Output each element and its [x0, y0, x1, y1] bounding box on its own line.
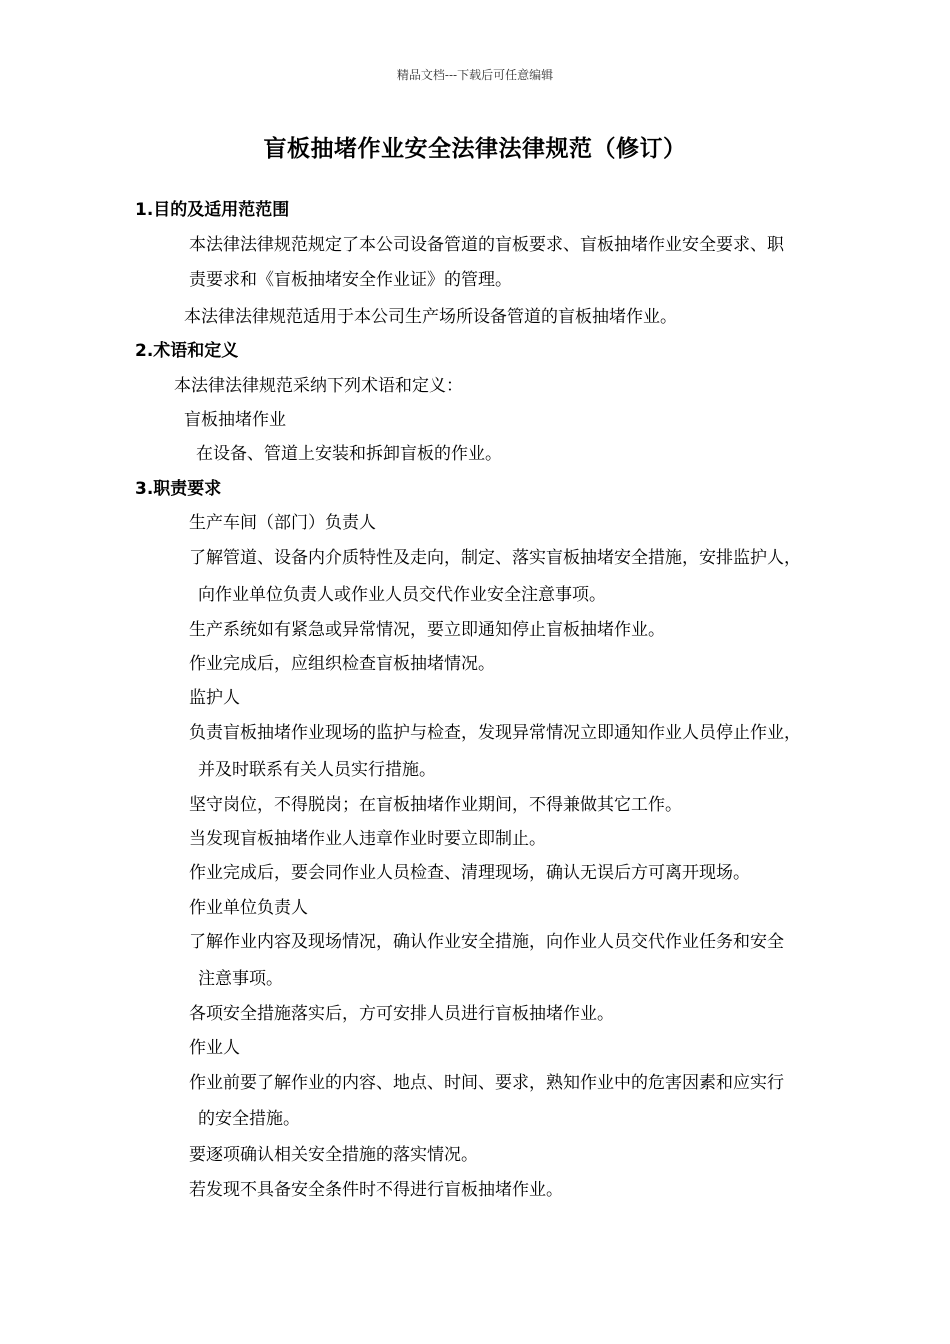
workshop-duty-2: 生产系统如有紧急或异常情况，要立即通知停止盲板抽堵作业。	[189, 620, 665, 640]
section-1-paragraph-2: 本法律法律规范适用于本公司生产场所设备管道的盲板抽堵作业。	[184, 307, 677, 327]
section-2-heading: 2.术语和定义	[135, 341, 239, 361]
section-1-heading: 1.目的及适用范范围	[135, 200, 290, 220]
worker-title: 作业人	[189, 1038, 240, 1058]
workshop-duty-3: 作业完成后，应组织检查盲板抽堵情况。	[189, 654, 495, 674]
guardian-duty-4: 作业完成后，要会同作业人员检查、清理现场，确认无误后方可离开现场。	[189, 863, 750, 883]
section-2-term: 盲板抽堵作业	[184, 410, 286, 430]
workshop-duty-1-line-2: 向作业单位负责人或作业人员交代作业安全注意事项。	[198, 585, 606, 605]
worker-duty-1-line-2: 的安全措施。	[198, 1109, 300, 1129]
unit-duty-2: 各项安全措施落实后，方可安排人员进行盲板抽堵作业。	[189, 1004, 614, 1024]
section-2-definition: 在设备、管道上安装和拆卸盲板的作业。	[196, 444, 502, 464]
guardian-duty-1-line-2: 并及时联系有关人员实行措施。	[198, 760, 436, 780]
worker-duty-2: 要逐项确认相关安全措施的落实情况。	[189, 1145, 478, 1165]
header-note: 精品文档---下载后可任意编辑	[396, 68, 554, 82]
guardian-duty-2: 坚守岗位，不得脱岗；在盲板抽堵作业期间，不得兼做其它工作。	[189, 795, 682, 815]
guardian-duty-1-line-1: 负责盲板抽堵作业现场的监护与检查，发现异常情况立即通知作业人员停止作业，	[189, 723, 801, 743]
section-2-intro: 本法律法律规范采纳下列术语和定义：	[174, 376, 463, 396]
guardian-duty-3: 当发现盲板抽堵作业人违章作业时要立即制止。	[189, 829, 546, 849]
document-title: 盲板抽堵作业安全法律法律规范（修订）	[263, 136, 687, 162]
section-1-paragraph-1-line-1: 本法律法律规范规定了本公司设备管道的盲板要求、盲板抽堵作业安全要求、职	[189, 235, 784, 255]
unit-duty-1-line-1: 了解作业内容及现场情况，确认作业安全措施，向作业人员交代作业任务和安全	[189, 932, 784, 952]
worker-duty-3: 若发现不具备安全条件时不得进行盲板抽堵作业。	[189, 1180, 563, 1200]
section-3-heading: 3.职责要求	[135, 479, 222, 499]
guardian-title: 监护人	[189, 688, 240, 708]
section-1-paragraph-1-line-2: 责要求和《盲板抽堵安全作业证》的管理。	[189, 270, 512, 290]
workshop-duty-1-line-1: 了解管道、设备内介质特性及走向，制定、落实盲板抽堵安全措施，安排监护人，	[189, 548, 801, 568]
workshop-head-title: 生产车间（部门）负责人	[189, 513, 376, 533]
unit-head-title: 作业单位负责人	[189, 898, 308, 918]
unit-duty-1-line-2: 注意事项。	[198, 969, 283, 989]
worker-duty-1-line-1: 作业前要了解作业的内容、地点、时间、要求，熟知作业中的危害因素和应实行	[189, 1073, 784, 1093]
